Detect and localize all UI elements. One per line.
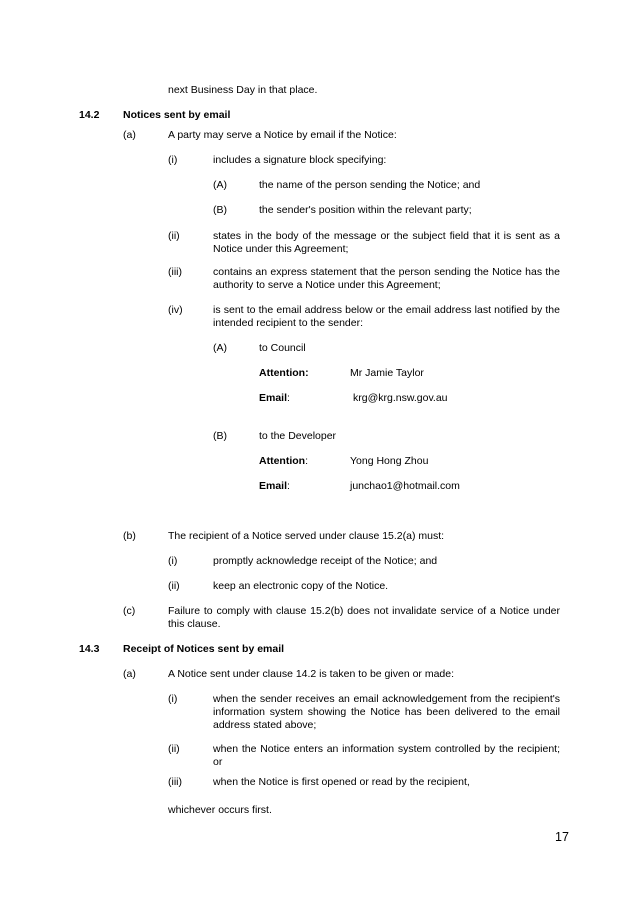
- developer-email-value: junchao1@hotmail.com: [350, 480, 460, 492]
- council-email-colon: :: [287, 392, 290, 404]
- text-line: when the Notice enters an information system controlled by the recipient;: [213, 743, 560, 755]
- developer-email-label: Email: [259, 480, 288, 492]
- receipt-item-i-text: [213, 693, 560, 732]
- clause-14-3-heading: Receipt of Notices sent by email: [123, 643, 285, 655]
- item-i-text: includes a signature block specifying:: [213, 154, 387, 166]
- text-line: Failure to comply with clause 15.2(b) does not invalidate service of a Notice under: [168, 605, 560, 617]
- text-line: states in the body of the message or the subject field that it is sent as a: [213, 230, 560, 242]
- subitem-b-text: the sender's position within the relevant party;: [259, 204, 472, 216]
- text-line: intended recipient to the sender:: [213, 317, 364, 329]
- subitem-a-label: (A): [213, 179, 227, 191]
- developer-attention-colon: :: [305, 455, 308, 467]
- item-iv-text: [213, 304, 560, 330]
- council-attention-label: Attention:: [259, 367, 309, 379]
- receipt-item-ii-label: (ii): [168, 743, 180, 755]
- receipt-item-iii-label: (iii): [168, 776, 182, 788]
- council-attention-value: Mr Jamie Taylor: [350, 367, 424, 379]
- text-line: this clause.: [168, 618, 221, 630]
- subitem-b-label: (B): [213, 204, 227, 216]
- developer-attention-value: Yong Hong Zhou: [350, 455, 429, 467]
- developer-attention-field: [259, 455, 308, 468]
- item-iv-label: (iv): [168, 304, 183, 316]
- subitem-a-text: the name of the person sending the Notice; and: [259, 179, 481, 191]
- receipt-paragraph-a-text: A Notice sent under clause 14.2 is taken to be given or made:: [168, 668, 455, 680]
- text-line: contains an express statement that the person sending the Notice has the: [213, 266, 560, 278]
- developer-email-field: [259, 480, 290, 493]
- council-label: (A): [213, 342, 227, 354]
- page-number: 17: [555, 830, 569, 844]
- paragraph-b-text: The recipient of a Notice served under clause 15.2(a) must:: [168, 530, 445, 542]
- council-email-value: krg@krg.nsw.gov.au: [353, 392, 448, 404]
- receipt-paragraph-a-label: (a): [123, 668, 136, 680]
- paragraph-c-label: (c): [123, 605, 136, 617]
- text-line: information system showing the Notice has been delivered to the email: [213, 706, 560, 718]
- text-line: address stated above;: [213, 719, 317, 731]
- clause-14-2-number: 14.2: [79, 109, 100, 121]
- receipt-item-ii-text: [213, 743, 560, 769]
- paragraph-b-item-ii-label: (ii): [168, 580, 180, 592]
- paragraph-c-text: [168, 605, 560, 631]
- text-line: or: [213, 756, 223, 768]
- paragraph-b-item-i-label: (i): [168, 555, 178, 567]
- receipt-item-iii-text: when the Notice is first opened or read by the recipient,: [213, 776, 470, 788]
- text-line: Notice under this Agreement;: [213, 243, 349, 255]
- text-line: when the sender receives an email acknowledgement from the recipient's: [213, 693, 560, 705]
- clause-14-2-heading: Notices sent by email: [123, 109, 231, 121]
- clause-14-3-number: 14.3: [79, 643, 100, 655]
- text-line: authority to serve a Notice under this Agreement;: [213, 279, 441, 291]
- paragraph-b-label: (b): [123, 530, 136, 542]
- developer-email-colon: :: [287, 480, 290, 492]
- paragraph-a-label: (a): [123, 129, 136, 141]
- closing-text: whichever occurs first.: [168, 804, 272, 816]
- developer-text: to the Developer: [259, 430, 337, 442]
- item-iii-text: [213, 266, 560, 292]
- developer-label: (B): [213, 430, 227, 442]
- paragraph-b-item-ii-text: keep an electronic copy of the Notice.: [213, 580, 389, 592]
- council-email-field: [259, 392, 290, 405]
- developer-attention-label: Attention: [259, 455, 306, 467]
- item-i-label: (i): [168, 154, 178, 166]
- council-email-label: Email: [259, 392, 288, 404]
- item-ii-text: [213, 230, 560, 256]
- continuation-text: next Business Day in that place.: [168, 84, 318, 96]
- item-ii-label: (ii): [168, 230, 180, 242]
- council-text: to Council: [259, 342, 306, 354]
- text-line: is sent to the email address below or the email address last notified by the: [213, 304, 560, 316]
- paragraph-a-text: A party may serve a Notice by email if the Notice:: [168, 129, 397, 141]
- paragraph-b-item-i-text: promptly acknowledge receipt of the Notice; and: [213, 555, 438, 567]
- item-iii-label: (iii): [168, 266, 182, 278]
- receipt-item-i-label: (i): [168, 693, 178, 705]
